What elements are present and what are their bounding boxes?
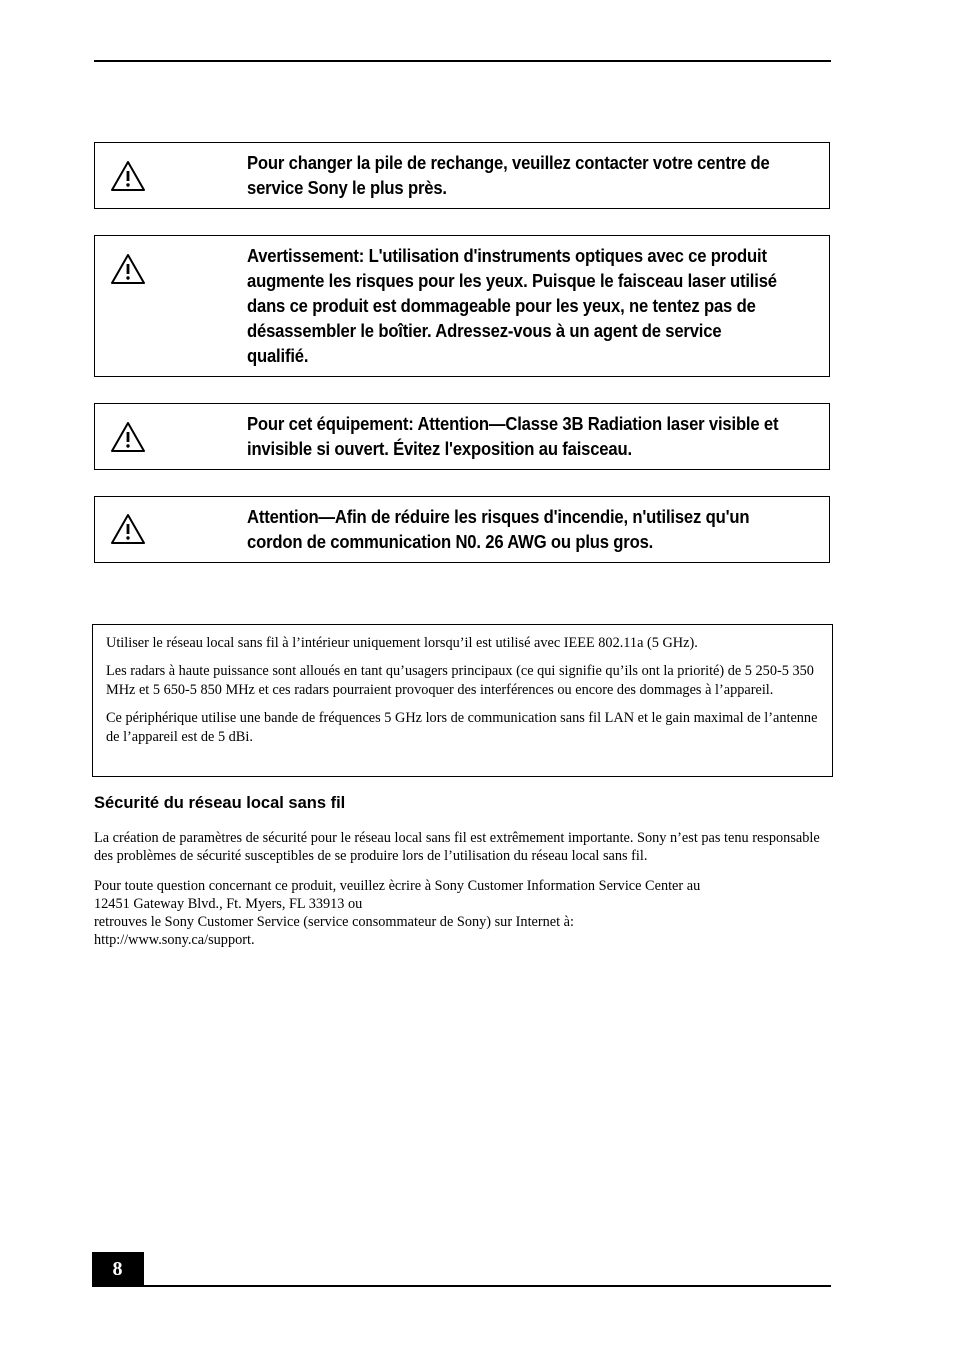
warning-box-battery	[94, 142, 830, 209]
page-number: 8	[92, 1252, 144, 1287]
notice-paragraph: Ce périphérique utilise une bande de fréquences 5 GHz lors de communication sans fil LAN et le gain maximal de l’antenne de l’appareil est de 5 dBi.	[106, 710, 818, 745]
warning-box-laser-class	[94, 403, 830, 470]
warning-triangle-icon	[110, 160, 146, 192]
security-paragraph: La création de paramètres de sécurité pour le réseau local sans fil est extrêmement importante. Sony n’est pas tenu responsable des problèmes de sécurité susceptibles de se produire lors de l’utilisation du réseau local sans fil.	[94, 830, 820, 864]
warning-line: Pour changer la pile de rechange, veuillez contacter votre centre de	[247, 152, 770, 173]
footer-rule	[92, 1285, 831, 1287]
header-rule	[94, 60, 831, 62]
warning-triangle-icon	[110, 513, 146, 545]
contact-line: retrouves le Sony Customer Service (service consommateur de Sony) sur Internet à:	[94, 914, 574, 930]
warning-line: invisible si ouvert. Évitez l'exposition au faisceau.	[247, 438, 632, 459]
wireless-notice-box	[92, 624, 833, 777]
warning-line: désassembler le boîtier. Adressez-vous à un agent de service	[247, 320, 722, 341]
warning-line: dans ce produit est dommageable pour les yeux, ne tentez pas de	[247, 295, 756, 316]
section-heading: Sécurité du réseau local sans fil	[94, 794, 346, 812]
warning-triangle-icon	[110, 253, 146, 285]
warning-line: qualifié.	[247, 345, 309, 366]
notice-paragraph: Les radars à haute puissance sont alloués en tant qu’usagers principaux (ce qui signifie qu’ils ont la priorité) de 5 250-5 350 MHz et 5 650-5 850 MHz et ces radars pourraient provoquer des interférences ou encore des dommages à l’appareil.	[106, 663, 814, 698]
contact-line: Pour toute question concernant ce produit, veuillez ècrire à Sony Customer Information Service Center au	[94, 878, 701, 894]
warning-triangle-icon	[110, 421, 146, 453]
warning-line: service Sony le plus près.	[247, 177, 447, 198]
warning-line: Avertissement: L'utilisation d'instruments optiques avec ce produit	[247, 245, 767, 266]
contact-paragraph	[94, 877, 834, 949]
warning-box-laser-optics	[94, 235, 830, 377]
warning-line: augmente les risques pour les yeux. Puisque le faisceau laser utilisé	[247, 270, 777, 291]
warning-text	[247, 243, 819, 368]
warning-box-fire	[94, 496, 830, 563]
warning-line: Pour cet équipement: Attention—Classe 3B Radiation laser visible et	[247, 413, 779, 434]
support-link[interactable]: http://www.sony.ca/support.	[94, 932, 255, 948]
contact-line: 12451 Gateway Blvd., Ft. Myers, FL 33913 ou	[94, 896, 363, 912]
warning-line: cordon de communication N0. 26 AWG ou plus gros.	[247, 531, 654, 552]
warning-text	[247, 411, 819, 461]
warning-line: Attention—Afin de réduire les risques d'incendie, n'utilisez qu'un	[247, 506, 750, 527]
warning-text	[247, 150, 819, 200]
notice-paragraph: Utiliser le réseau local sans fil à l’intérieur uniquement lorsqu’il est utilisé avec IEEE 802.11a (5 GHz).	[106, 635, 698, 651]
warning-text	[247, 504, 819, 554]
